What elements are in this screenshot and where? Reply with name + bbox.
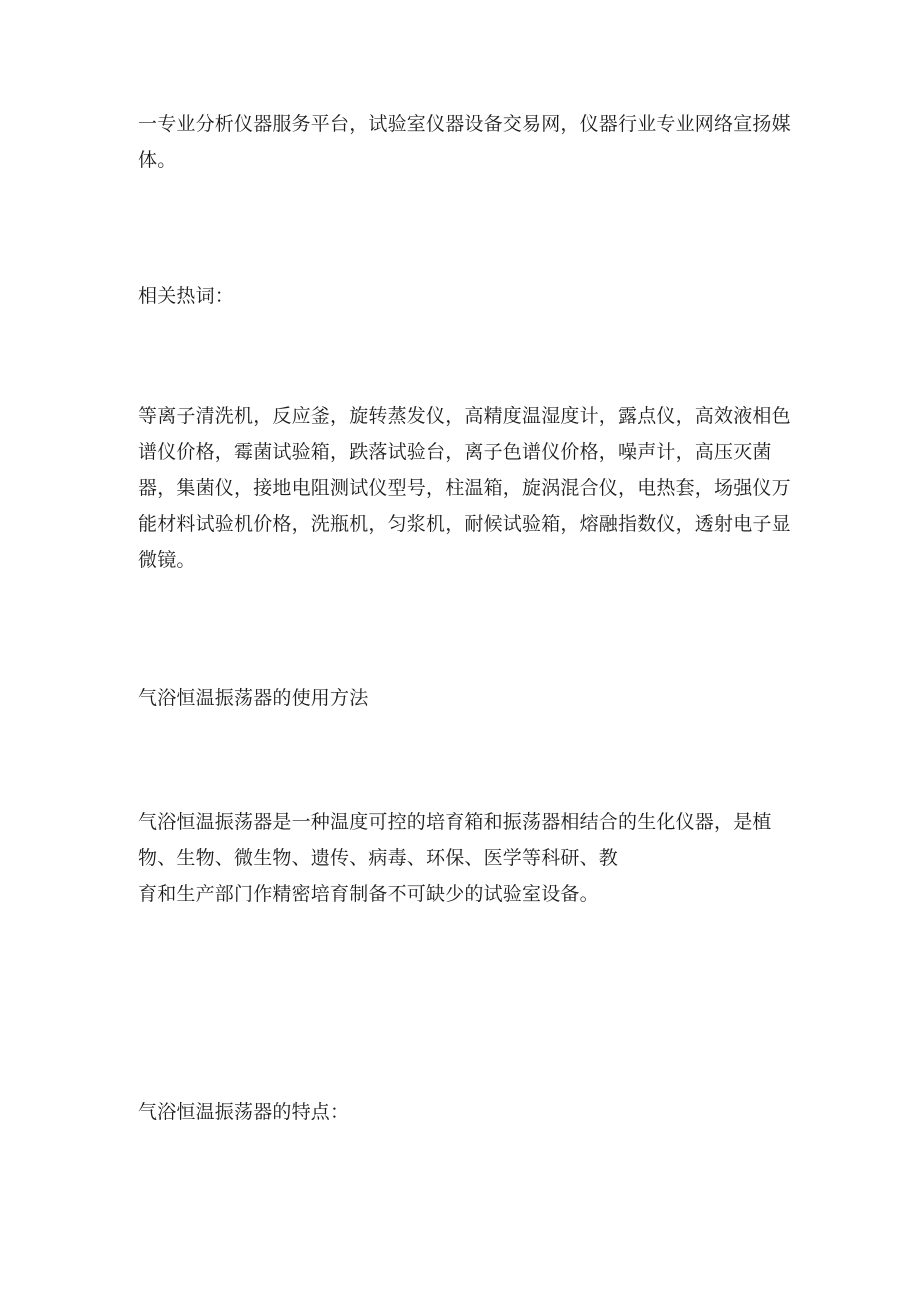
- features-heading: 气浴恒温振荡器的特点：: [138, 1101, 350, 1123]
- usage-body-line-2: 育和生产部门作精密培育制备不可缺少的试验室设备。: [138, 883, 599, 905]
- usage-heading: 气浴恒温振荡器的使用方法: [138, 687, 369, 709]
- usage-body-paragraph: [138, 804, 794, 912]
- hot-words-paragraph: 等离子清洗机，反应釜，旋转蒸发仪，高精度温湿度计，露点仪，高效液相色谱仪价格，霉菌试验箱，跌落试验台，离子色谱仪价格，噪声计，高压灭菌器，集菌仪，接地电阻测试仪型号，柱温箱，旋涡混合仪，电热套，场强仪万能材料试验机价格，洗瓶机，匀浆机，耐候试验箱，熔融指数仪，透射电子显微镜。: [138, 405, 791, 571]
- usage-body-line-1: 气浴恒温振荡器是一种温度可控的培育箱和振荡器相结合的生化仪器，是植物、生物、微生物、遗传、病毒、环保、医学等科研、教: [138, 811, 772, 869]
- hot-words-label: 相关热词：: [138, 285, 235, 307]
- intro-paragraph: 一专业分析仪器服务平台，试验室仪器设备交易网，仪器行业专业网络宣扬媒体。: [138, 113, 791, 171]
